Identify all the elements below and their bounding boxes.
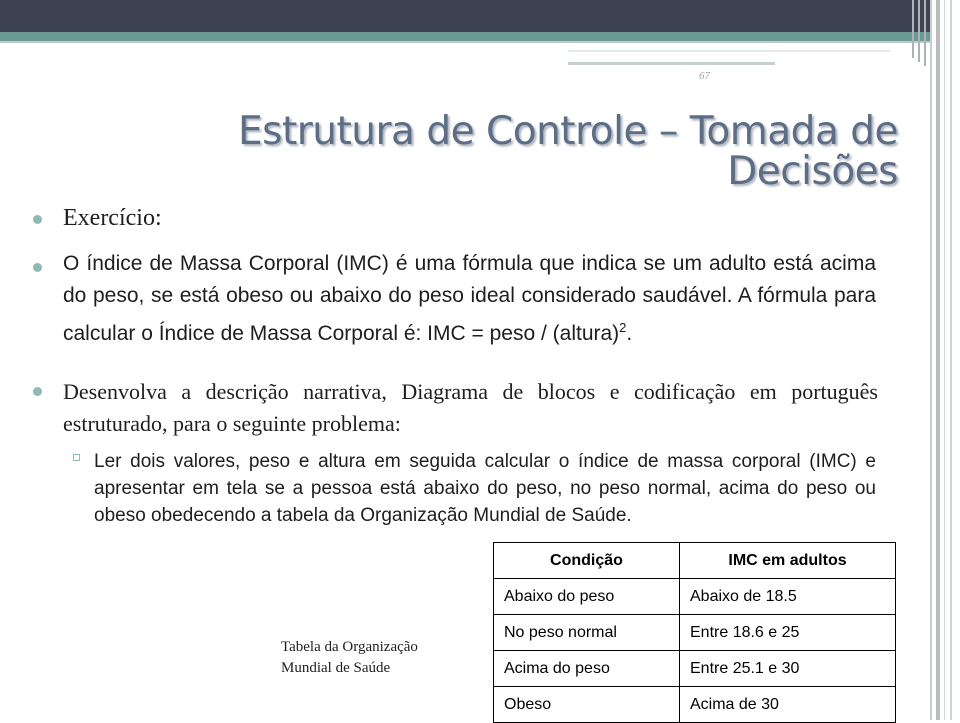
imc-description-text: O índice de Massa Corporal (IMC) é uma fórmula que indica se um adulto está acima do peso, se está obeso ou abaixo do peso ideal considerado saudável. A fórmula para calcular o Índice de Massa Corporal é: IMC = peso / (altura) — [63, 252, 876, 345]
cell-imc: Entre 18.6 e 25 — [680, 615, 896, 651]
header-imc-adults: IMC em adultos — [680, 543, 896, 579]
decorative-vertical-line — [930, 0, 932, 720]
bullet-exercise: Exercício: — [63, 205, 162, 231]
cell-imc: Abaixo de 18.5 — [680, 579, 896, 615]
bullet-dot — [33, 263, 42, 272]
table-header-row — [494, 543, 896, 579]
decorative-vertical-line — [950, 0, 952, 720]
table-caption — [281, 637, 418, 679]
decorative-side-strip — [944, 0, 960, 720]
bullet-dot — [33, 215, 42, 224]
decorative-vertical-line — [924, 0, 926, 66]
caption-line: Tabela da Organização — [281, 639, 418, 655]
sub-bullet-problem: Ler dois valores, peso e altura em seguida calcular o índice de massa corporal (IMC) e apresentar em tela se a pessoa está abaixo do peso, no peso normal, acima do peso ou obeso obedecendo a tabela da Organização Mundial de Saúde. — [94, 451, 876, 526]
header-condition: Condição — [494, 543, 680, 579]
cell-condition: No peso normal — [494, 615, 680, 651]
decorative-vertical-line — [918, 0, 920, 62]
cell-imc: Acima de 30 — [680, 687, 896, 723]
decorative-line — [568, 62, 775, 65]
period: . — [626, 322, 633, 345]
cell-imc: Entre 25.1 e 30 — [680, 651, 896, 687]
header-underline — [0, 41, 930, 43]
decorative-line — [568, 50, 890, 52]
caption-line: Mundial de Saúde — [281, 660, 391, 676]
table-row — [494, 651, 896, 687]
decorative-vertical-line — [912, 0, 914, 58]
cell-condition: Abaixo do peso — [494, 579, 680, 615]
decorative-vertical-line — [936, 0, 940, 720]
header-band — [0, 0, 930, 32]
bullet-task: Desenvolva a descrição narrativa, Diagrama de blocos e codificação em português estruturado, para o seguinte problema: — [63, 379, 878, 436]
imc-table — [493, 542, 896, 723]
slide-number: 67 — [699, 70, 710, 82]
table-row — [494, 687, 896, 723]
sub-bullet-square — [73, 454, 80, 461]
table-row — [494, 615, 896, 651]
superscript-two: 2 — [619, 320, 627, 335]
slide-title: Estrutura de Controle – Tomada de Decisões — [237, 109, 898, 194]
cell-condition: Obeso — [494, 687, 680, 723]
cell-condition: Acima do peso — [494, 651, 680, 687]
table-row — [494, 579, 896, 615]
header-accent-band — [0, 32, 930, 41]
bullet-dot — [33, 387, 42, 396]
bullet-imc-description — [63, 248, 876, 350]
